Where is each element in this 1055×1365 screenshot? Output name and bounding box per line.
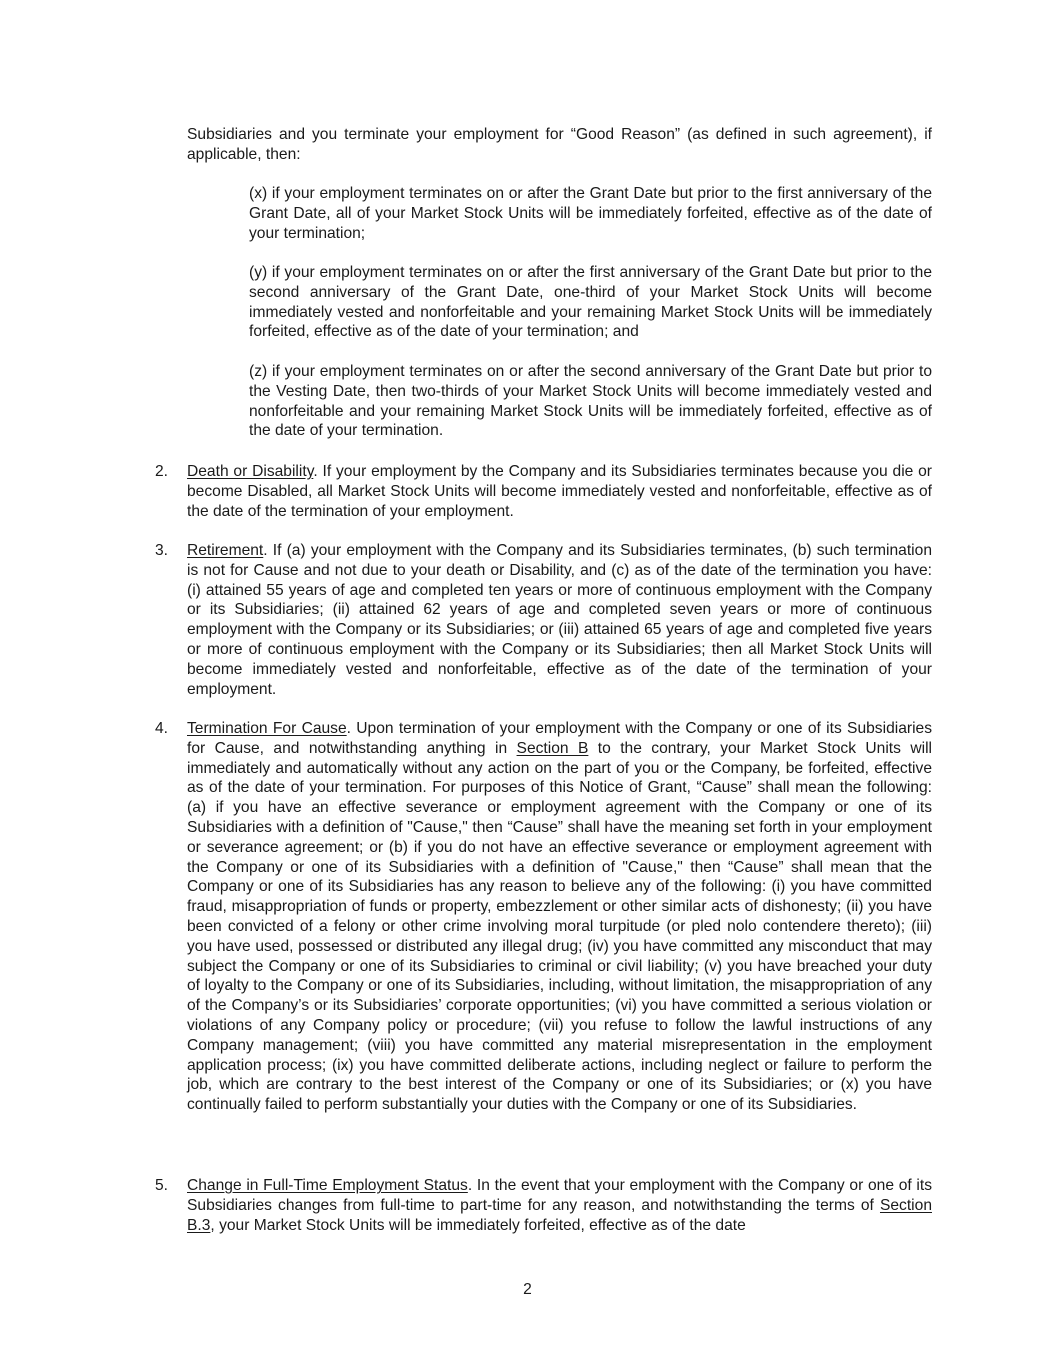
section-death-or-disability: [155, 462, 932, 521]
subclause-x: (x) if your employment terminates on or after the Grant Date but prior to the first anniversary of the Grant Date, all of your Market Stock Units will be immediately forfeited, effective as of the date of your termination;: [249, 185, 932, 242]
item-number: 4.: [155, 720, 169, 737]
item-body: [187, 1176, 932, 1235]
item-heading: Termination For Cause: [187, 720, 347, 737]
item-body: [187, 719, 932, 1115]
item-text: . Upon termination of your employment with the Company or one of its Subsidiaries for Cause, and notwithstanding anything in: [187, 720, 933, 757]
item-body: [187, 462, 932, 521]
subclause-y: (y) if your employment terminates on or after the first anniversary of the Grant Date but prior to the second anniversary of the Grant Date, one-third of your Market Stock Units will become immediately vested and nonforfeitable and your remaining Market Stock Units will be immediately forfeited, effective as of the date of your termination; and: [249, 264, 932, 341]
page-number: 2: [523, 1281, 532, 1298]
item-heading: Change in Full-Time Employment Status: [187, 1177, 468, 1194]
section-reference: Section B: [516, 739, 589, 757]
item-number: 5.: [155, 1177, 169, 1194]
section-retirement: [155, 541, 932, 699]
item-body: [187, 541, 932, 699]
item-number: 3.: [155, 542, 169, 559]
item-text: . If your employment by the Company and its Subsidiaries terminates because you die or become Disabled, all Market Stock Units will become immediately vested and nonforfeitable, effective as of the date of the termination of your employment.: [187, 463, 933, 520]
item-heading: Retirement: [187, 542, 264, 559]
subclause-z: (z) if your employment terminates on or after the second anniversary of the Grant Date but prior to the Vesting Date, then two-thirds of your Market Stock Units will become immediately vested and nonforfeitable and your remaining Market Stock Units will be immediately forfeited, effective as of the date of your termination.: [249, 363, 932, 440]
item-heading: Death or Disability: [187, 463, 314, 480]
item-number: 2.: [155, 463, 169, 480]
item-text: . If (a) your employment with the Company and its Subsidiaries terminates, (b) such termination is not for Cause and not due to your death or Disability, and (c) as of the date of the termination you have: (i) attained 55 years of age and completed ten years or more of continuous employment with the Company or its Subsidiaries; (ii) attained 62 years of age and completed seven years or more of continuous employment with the Company or its Subsidiaries; or (iii) attained 65 years of age and completed five years or more of continuous employment with the Company or its Subsidiaries; then all Market Stock Units will become immediately vested and nonforfeitable, effective as of the date of the termination of your employment.: [187, 542, 932, 698]
section-reference: Section B.3: [187, 1196, 932, 1234]
item-text: . In the event that your employment with the Company or one of its Subsidiaries changes from full-time to part-time for any reason, and notwithstanding the terms of: [187, 1177, 932, 1214]
section-change-in-employment-status: [155, 1176, 932, 1235]
item-text: , your Market Stock Units will be immediately forfeited, effective as of the date: [210, 1216, 746, 1234]
continuation-paragraph: Subsidiaries and you terminate your employment for “Good Reason” (as defined in such agreement), if applicable, then:: [187, 126, 932, 163]
item-text: to the contrary, your Market Stock Units will immediately and automatically without any action on the part of you or the Company, be forfeited, effective as of the date of your termination. For purposes of this Notice of Grant, “Cause” shall mean the following: (a) if you have an effective severance or employment agreement with the Company or one of its Subsidiaries with a definition of "Cause," then “Cause” shall have the meaning set forth in your employment or severance agreement; or (b) if you do not have an effective severance or employment agreement with the Company or one of its Subsidiaries with a definition of "Cause," then “Cause” shall mean that the Company or one of its Subsidiaries has any reason to believe any of the following: (i) you have committed fraud, misappropriation of funds or property, embezzlement or other similar acts of dishonesty; (ii) you have been convicted of a felony or other crime involving moral turpitude (or pled nolo contendere thereto); (iii) you have used, possessed or distributed any illegal drug; (iv) you have committed any misconduct that may subject the Company or one of its Subsidiaries to criminal or civil liability; (v) you have breached your duty of loyalty to the Company or one of its Subsidiaries, including, without limitation, the misappropriation of any of the Company’s or its Subsidiaries’ corporate opportunities; (vi) you have committed a serious violation or violations of any Company policy or procedure; (vii) you refuse to follow the lawful instructions of any Company management; (viii) you have committed any material misrepresentation in the employment application process; (ix) you have committed deliberate actions, including neglect or failure to perform the job, which are contrary to the best interest of the Company or one of its Subsidiaries; or (x) you have continually failed to perform substantially your duties with the Company or one of its Subsidiaries.: [187, 739, 933, 1114]
section-termination-for-cause: [155, 719, 932, 1115]
